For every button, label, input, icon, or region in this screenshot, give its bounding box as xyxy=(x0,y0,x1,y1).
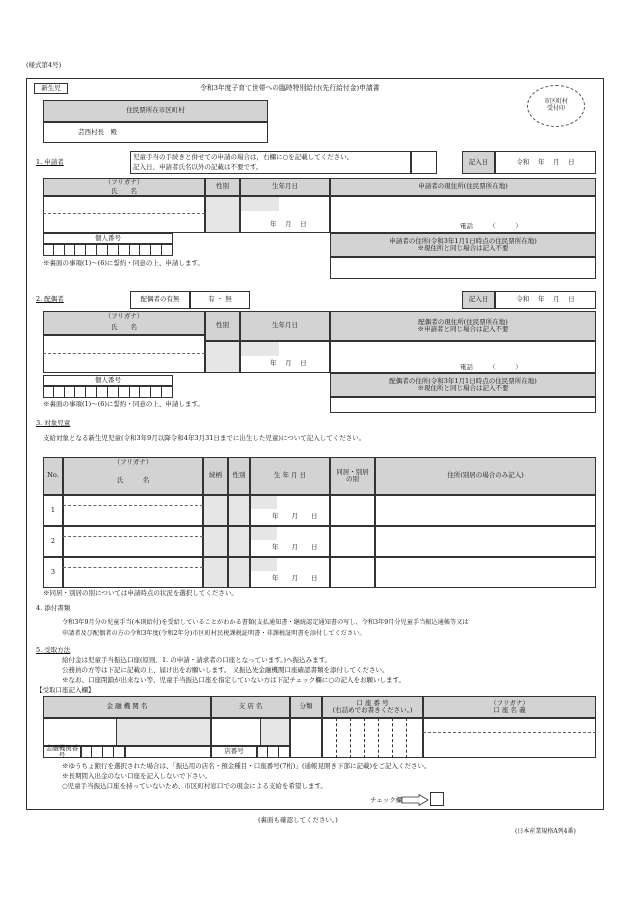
section1-label: 1. 申請者 xyxy=(36,158,64,166)
stamp-line2: 受付印 xyxy=(546,105,565,112)
s3-row-ymd: 年 月 日 xyxy=(272,543,318,551)
s1-ymd: 年 月 日 xyxy=(270,220,307,228)
s3-row-living[interactable] xyxy=(330,495,375,526)
section1-note-line1: 児童手当の手続きと併せての申請の場合は，右欄に○を記載してください。 xyxy=(133,153,354,161)
s2-ymd: 年 月 日 xyxy=(270,359,307,367)
s5-note-2: ※長期間入出金のない口座を記入しないで下さい。 xyxy=(62,772,212,780)
s2-date-value[interactable]: 令和 年 月 日 xyxy=(495,291,596,309)
s1-gender-header: 性別 xyxy=(205,178,240,196)
s5-branch-header: 支 店 名 xyxy=(211,696,290,718)
s5-line-1: 給付金は児童手当振込口座(原則、1. の申請・請求者の口座となっています。)へ振込みます。 xyxy=(62,656,332,664)
s2-prev-address-1: 配偶者の住所(令和3年1月1日時点の住民票所在地) xyxy=(389,376,537,385)
s3-row-address[interactable] xyxy=(375,495,596,526)
s2-prev-address-header xyxy=(330,373,596,397)
s2-gender-field[interactable] xyxy=(205,341,240,373)
s2-prev-address-field[interactable] xyxy=(330,397,596,413)
s1-name-divider xyxy=(43,213,205,214)
newborn-badge: 新生児 xyxy=(34,83,68,94)
s5-holder-field[interactable] xyxy=(423,718,596,758)
s3-row-era xyxy=(251,496,277,509)
s3-row-name[interactable] xyxy=(63,495,203,526)
s2-yes-no[interactable]: 有 ・ 無 xyxy=(190,291,250,309)
footer-center: (裏面も確認してください。) xyxy=(258,816,338,824)
s3-col-birth: 生 年 月 日 xyxy=(250,457,330,495)
s3-row-relation[interactable] xyxy=(203,495,228,526)
s1-kojin-label: 個人番号 xyxy=(43,233,173,244)
s3-col-living-2: の別 xyxy=(346,475,359,483)
s5-check-label: チェック欄 xyxy=(370,796,403,804)
s1-address-header: 申請者の現住所(住民票所在地) xyxy=(330,178,596,196)
section4-text-2: 申請者及び配偶者の方の令和3年度(令和2年分)市区町村民税課税証明書・非課税証明書を添付してください。 xyxy=(62,630,366,637)
s3-row-gender[interactable] xyxy=(228,526,250,557)
mayor-label: 芸西村長 殿 xyxy=(78,128,117,136)
s2-date-label: 記入日 xyxy=(462,291,495,309)
s5-bank-code-rest xyxy=(125,746,211,758)
s5-acc-sep xyxy=(392,718,393,758)
s3-row-name[interactable] xyxy=(63,526,203,557)
s5-line-2: 公務員の方等は下記に記載の上、届け出をお願いします。 又振込先金融機関口座確認書類を添付してください。 xyxy=(62,666,389,674)
s5-account-header xyxy=(322,696,423,718)
s1-prev-address-1: 申請者の住所(令和3年1月1日時点の住民票所在地) xyxy=(389,236,537,245)
s3-row-living[interactable] xyxy=(330,557,375,588)
section1-check-cell[interactable] xyxy=(411,151,437,174)
s5-acc-sep xyxy=(406,718,407,758)
s5-acc-sep xyxy=(336,718,337,758)
address-box-body xyxy=(43,122,268,143)
s3-row-no: 2 xyxy=(43,526,63,557)
s2-name-field[interactable] xyxy=(43,335,205,373)
s1-prev-address-header xyxy=(330,233,596,257)
s5-bank-type-shade xyxy=(116,718,211,746)
s2-address-header xyxy=(330,311,596,341)
s3-row-gender[interactable] xyxy=(228,557,250,588)
s2-name-divider xyxy=(43,353,205,354)
s2-prev-address-2: ※現住所と同じ場合は記入不要 xyxy=(417,384,509,392)
s3-row-no: 1 xyxy=(43,495,63,526)
s3-row-living[interactable] xyxy=(330,526,375,557)
s5-holder-divider xyxy=(423,732,596,733)
s3-col-no: No. xyxy=(43,457,63,495)
s2-address-2: ※申請者と同じ場合は記入不要 xyxy=(417,325,509,333)
s2-gender-header: 性別 xyxy=(205,311,240,341)
section1-date-value[interactable]: 令和 年 月 日 xyxy=(495,151,596,174)
s5-line-3: ※なお、口座閉鎖が出来ない等、児童手当振込口座を指定していない方は下記チェック欄に○の記入をお願いします。 xyxy=(62,676,405,684)
s2-pledge: ※裏面の事項(1)～(6)に誓約・同意の上、申請します。 xyxy=(43,400,204,408)
s1-birth-header: 生年月日 xyxy=(240,178,330,196)
s5-holder-furigana: （フリガナ） xyxy=(490,698,529,707)
s1-phone: 電話 （ ） xyxy=(460,222,522,230)
s1-pledge: ※裏面の事項(1)～(6)に誓約・同意の上、申請します。 xyxy=(43,259,204,267)
s3-row-relation[interactable] xyxy=(203,526,228,557)
s3-col-living-1: 同居・別居 xyxy=(336,467,369,476)
s3-row-name[interactable] xyxy=(63,557,203,588)
s5-account-field[interactable] xyxy=(322,718,423,758)
s2-name: 氏 名 xyxy=(111,323,137,332)
s3-row-divider xyxy=(63,536,203,537)
s5-acc-sep xyxy=(378,718,379,758)
section1-note-line2: 記入日、申請者氏名以外の記載は不要です。 xyxy=(133,163,263,171)
s5-account-label: 【受取口座記入欄】 xyxy=(36,686,95,694)
section5-label: 5. 受取方法 xyxy=(36,646,71,654)
s5-bank-code-label: 金融機関番号 xyxy=(43,746,81,758)
s5-acc-sep xyxy=(350,718,351,758)
s5-holder-name: 口 座 名 義 xyxy=(493,706,526,714)
s1-prev-address-2: ※現住所と同じ場合は記入不要 xyxy=(417,244,509,252)
s5-bank-name-header: 金 融 機 関 名 xyxy=(43,696,211,718)
s5-note-3: ○児童手当振込口座を持っていないため、市区町村窓口での現金による支給を希望します。 xyxy=(62,782,327,790)
s3-note: ※同居・別居の別については申請時点の状況を選択してください。 xyxy=(43,589,238,597)
stamp-line1: 市区町村 xyxy=(543,98,568,106)
s3-row-relation[interactable] xyxy=(203,557,228,588)
s3-col-furigana: （フリガナ） xyxy=(113,458,153,467)
address-box-header: 住民票所在市区町村 xyxy=(43,100,268,122)
form-number: (様式第4号) xyxy=(26,61,62,69)
s5-branch-type-shade xyxy=(260,718,290,746)
section1-date-label: 記入日 xyxy=(462,151,495,174)
cash-check-box[interactable] xyxy=(430,792,444,806)
section3-label: 3. 対象児童 xyxy=(36,419,71,427)
s1-name: 氏 名 xyxy=(111,186,137,195)
s3-row-era xyxy=(251,527,277,540)
s5-acc-sep xyxy=(364,718,365,758)
s3-row-divider xyxy=(63,567,203,568)
s3-col-living xyxy=(330,457,375,495)
s1-prev-address-field[interactable] xyxy=(330,257,596,279)
s3-row-no: 3 xyxy=(43,557,63,588)
s3-col-address: 住所(別居の場合のみ記入) xyxy=(375,457,596,495)
s2-kojin-digits[interactable] xyxy=(43,386,173,398)
s2-era-shade xyxy=(241,342,279,356)
s3-row-ymd: 年 月 日 xyxy=(272,574,318,582)
s3-row-era xyxy=(251,558,277,571)
arrow-right-icon xyxy=(401,794,429,806)
s3-row-divider xyxy=(63,505,203,506)
s5-class-header: 分類 xyxy=(290,696,322,718)
s1-furigana: （フリガナ） xyxy=(104,177,144,186)
s2-has-spouse-label: 配偶者の有無 xyxy=(130,291,190,309)
s3-row-gender[interactable] xyxy=(228,495,250,526)
section4-label: 4. 添付書類 xyxy=(36,604,71,612)
s3-row-address[interactable] xyxy=(375,526,596,557)
s5-account-number: 口 座 番 号 xyxy=(356,698,389,707)
s2-birth-header: 生年月日 xyxy=(240,311,330,341)
s2-address-1: 配偶者の現住所(住民票所在地) xyxy=(418,317,508,326)
s2-kojin-label: 個人番号 xyxy=(43,375,173,386)
footer-right: (日本産業規格A列4番) xyxy=(515,828,576,835)
s5-branch-code-label: 店番号 xyxy=(211,746,257,758)
section3-intro: 支給対象となる新生児児童(令和3年9月以降令和4年3月31日までに出生した児童)について記入してください。 xyxy=(43,434,366,442)
form-title: 令和3年度子育て世帯への臨時特別給付(先行給付金)申請書 xyxy=(200,84,380,92)
s5-holder-header xyxy=(423,696,596,718)
s3-col-name-label: 氏 名 xyxy=(116,476,150,485)
s3-col-relation: 続柄 xyxy=(203,457,228,495)
s2-phone: 電話 （ ） xyxy=(460,363,522,371)
s3-row-ymd: 年 月 日 xyxy=(272,512,318,520)
s2-furigana: （フリガナ） xyxy=(104,312,144,321)
s1-era-shade xyxy=(241,197,279,211)
section4-text-1: 令和3年9月分の児童手当(本則給付)を受給していることがわかる書類(支払通知書・継続認定通知書の写し、令和3年9月分児童手当振込通帳等又は xyxy=(62,619,469,626)
s5-note-1: ※ゆうちょ銀行を選択された場合は、「振込用の店名・預金種目・口座番号(7桁)」(通帳見開き下部に記載)をご記入ください。 xyxy=(62,762,431,770)
s3-row-address[interactable] xyxy=(375,557,596,588)
reception-stamp xyxy=(527,85,585,127)
s5-branch-code-digits[interactable] xyxy=(257,746,290,758)
s1-gender-field[interactable] xyxy=(205,196,240,233)
section2-label: 2. 配偶者 xyxy=(36,295,64,303)
s1-name-field[interactable] xyxy=(43,196,205,233)
s1-kojin-digits[interactable] xyxy=(43,244,173,256)
s5-class-field[interactable] xyxy=(290,718,322,758)
s5-account-note: (右詰めでお書きください。) xyxy=(332,706,413,714)
s5-bank-code-digits[interactable] xyxy=(81,746,125,758)
s3-col-gender: 性別 xyxy=(228,457,250,495)
